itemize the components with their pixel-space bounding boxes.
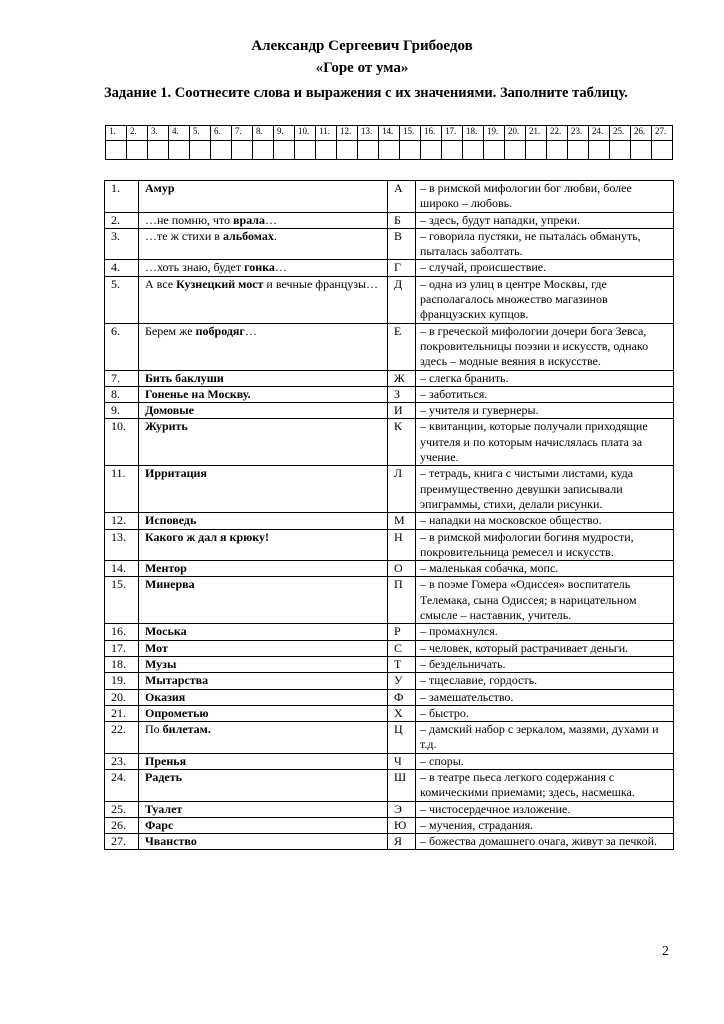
- term-bold-part: Ирритация: [145, 466, 207, 481]
- term-cell: [139, 656, 388, 672]
- answer-grid-number-cell: 4.: [169, 126, 190, 141]
- term-cell: [139, 181, 388, 213]
- answer-grid-input-cell[interactable]: [484, 141, 505, 160]
- answer-grid-number-cell: 17.: [442, 126, 463, 141]
- term-cell: [139, 260, 388, 276]
- answer-grid-input-cell[interactable]: [652, 141, 673, 160]
- answer-grid-input-cell[interactable]: [211, 141, 232, 160]
- answer-grid-number-cell: 22.: [547, 126, 568, 141]
- row-number: 21.: [105, 705, 139, 721]
- meaning-letter: В: [388, 228, 416, 260]
- table-row: [105, 276, 674, 323]
- meaning-letter: Я: [388, 834, 416, 850]
- answer-grid-number-cell: 19.: [484, 126, 505, 141]
- row-number: 11.: [105, 466, 139, 513]
- term-cell: [139, 228, 388, 260]
- row-number: 22.: [105, 722, 139, 754]
- meaning-letter: Д: [388, 276, 416, 323]
- answer-grid-input-cell[interactable]: [526, 141, 547, 160]
- answer-grid-number-cell: 2.: [127, 126, 148, 141]
- answer-grid-number-cell: 12.: [337, 126, 358, 141]
- meaning-cell: – дамский набор с зеркалом, мазями, духами и т.д.: [416, 722, 674, 754]
- answer-grid-input-cell[interactable]: [463, 141, 484, 160]
- term-bold-part: Радеть: [145, 769, 182, 784]
- answer-grid-number-cell: 26.: [631, 126, 652, 141]
- meaning-cell: – здесь, будут нападки, упреки.: [416, 212, 674, 228]
- row-number: 17.: [105, 640, 139, 656]
- answer-grid-input-cell[interactable]: [505, 141, 526, 160]
- meaning-letter: Ц: [388, 722, 416, 754]
- answer-grid-number-cell: 10.: [295, 126, 316, 141]
- meaning-letter: Ч: [388, 753, 416, 769]
- meaning-cell: – быстро.: [416, 705, 674, 721]
- row-number: 19.: [105, 673, 139, 689]
- table-row: [105, 181, 674, 213]
- meaning-cell: – замешательство.: [416, 689, 674, 705]
- meaning-cell: – одна из улиц в центре Москвы, где располагалось множество магазинов французских купцов.: [416, 276, 674, 323]
- meaning-letter: О: [388, 561, 416, 577]
- row-number: 14.: [105, 561, 139, 577]
- term-cell: [139, 529, 388, 561]
- term-bold-part: Ментор: [145, 561, 187, 576]
- meaning-letter: Т: [388, 656, 416, 672]
- table-row: [105, 656, 674, 672]
- row-number: 3.: [105, 228, 139, 260]
- term-text-part: и вечные французы…: [263, 276, 379, 291]
- term-bold-part: Музы: [145, 656, 177, 671]
- term-cell: [139, 640, 388, 656]
- term-bold-part: Амур: [145, 181, 175, 195]
- term-text-part: …: [244, 323, 257, 338]
- row-number: 6.: [105, 323, 139, 370]
- answer-grid-number-cell: 15.: [400, 126, 421, 141]
- table-row: [105, 228, 674, 260]
- row-number: 24.: [105, 769, 139, 801]
- meaning-cell: – чистосердечное изложение.: [416, 801, 674, 817]
- row-number: 12.: [105, 513, 139, 529]
- answer-grid-input-cell[interactable]: [169, 141, 190, 160]
- meaning-cell: – тетрадь, книга с чистыми листами, куда преимущественно девушки записывали эпиграммы, стихи, делали рисунки.: [416, 466, 674, 513]
- meaning-cell: – в греческой мифологии дочери бога Зевса, покровительницы поэзии и искусств, однако здесь – модные веяния в искусстве.: [416, 323, 674, 370]
- row-number: 26.: [105, 817, 139, 833]
- answer-grid-number-cell: 6.: [211, 126, 232, 141]
- term-bold-part: Мот: [145, 640, 168, 655]
- term-cell: [139, 276, 388, 323]
- term-bold-part: Туалет: [145, 801, 183, 816]
- term-cell: [139, 753, 388, 769]
- meaning-cell: – говорила пустяки, не пыталась обмануть, пыталась заболтать.: [416, 228, 674, 260]
- meaning-cell: – человек, который растрачивает деньги.: [416, 640, 674, 656]
- term-bold-part: гонка: [244, 260, 275, 275]
- table-row: [105, 769, 674, 801]
- meaning-letter: Х: [388, 705, 416, 721]
- answer-grid-input-cell[interactable]: [568, 141, 589, 160]
- answer-grid-number-cell: 16.: [421, 126, 442, 141]
- term-text-part: .: [273, 228, 277, 243]
- meaning-letter: У: [388, 673, 416, 689]
- answer-grid-input-cell[interactable]: [295, 141, 316, 160]
- meaning-letter: Л: [388, 466, 416, 513]
- table-row: [105, 419, 674, 466]
- meaning-cell: – споры.: [416, 753, 674, 769]
- answer-grid-number-cell: 5.: [190, 126, 211, 141]
- row-number: 20.: [105, 689, 139, 705]
- meaning-cell: – маленькая собачка, мопс.: [416, 561, 674, 577]
- row-number: 25.: [105, 801, 139, 817]
- answer-grid-input-cell[interactable]: [442, 141, 463, 160]
- term-bold-part: врала: [233, 212, 266, 227]
- term-bold-part: Исповедь: [145, 513, 197, 528]
- matching-table: [104, 180, 674, 850]
- meaning-cell: – учителя и гувернеры.: [416, 403, 674, 419]
- answer-grid-number-cell: 3.: [148, 126, 169, 141]
- term-bold-part: Фарс: [145, 817, 174, 832]
- row-number: 7.: [105, 370, 139, 386]
- meaning-cell: – тщеславие, гордость.: [416, 673, 674, 689]
- answer-grid-number-cell: 25.: [610, 126, 631, 141]
- table-row: [105, 466, 674, 513]
- term-cell: [139, 673, 388, 689]
- term-cell: [139, 403, 388, 419]
- table-row: [105, 561, 674, 577]
- term-bold-part: Чванство: [145, 834, 197, 849]
- task-instruction: Задание 1. Соотнесите слова и выражения с их значениями. Заполните таблицу.: [104, 85, 628, 101]
- term-bold-part: Оказия: [145, 689, 186, 704]
- term-cell: [139, 722, 388, 754]
- meaning-cell: – в поэме Гомера «Одиссея» воспитатель Телемака, сына Одиссея; в нарицательном смысле – наставник, учитель.: [416, 577, 674, 624]
- term-text-part: А все: [145, 276, 177, 291]
- meaning-letter: Э: [388, 801, 416, 817]
- meaning-cell: – нападки на московское общество.: [416, 513, 674, 529]
- term-text-part: …хоть знаю, будет: [145, 260, 245, 275]
- answer-grid-input-cell[interactable]: [547, 141, 568, 160]
- term-cell: [139, 419, 388, 466]
- answer-grid-number-cell: 24.: [589, 126, 610, 141]
- table-row: [105, 529, 674, 561]
- term-bold-part: Моська: [145, 624, 187, 639]
- table-row: [105, 640, 674, 656]
- meaning-letter: С: [388, 640, 416, 656]
- row-number: 2.: [105, 212, 139, 228]
- meaning-cell: – бездельничать.: [416, 656, 674, 672]
- term-bold-part: Пренья: [145, 753, 187, 768]
- author-heading: Александр Сергеевич Грибоедов: [251, 38, 473, 54]
- answer-grid-number-cell: 27.: [652, 126, 673, 141]
- term-cell: [139, 561, 388, 577]
- meaning-letter: Е: [388, 323, 416, 370]
- meaning-letter: Ф: [388, 689, 416, 705]
- term-cell: [139, 466, 388, 513]
- work-title: «Горе от ума»: [315, 60, 409, 76]
- term-bold-part: Журить: [145, 419, 188, 434]
- meaning-cell: – слегка бранить.: [416, 370, 674, 386]
- answer-grid-number-cell: 11.: [316, 126, 337, 141]
- term-bold-part: Домовые: [145, 403, 194, 418]
- meaning-letter: К: [388, 419, 416, 466]
- row-number: 15.: [105, 577, 139, 624]
- answer-grid-input-cell[interactable]: [127, 141, 148, 160]
- row-number: 4.: [105, 260, 139, 276]
- meaning-cell: – квитанции, которые получали приходящие учителя и по которым начислялась плата за учение.: [416, 419, 674, 466]
- term-cell: [139, 513, 388, 529]
- row-number: 18.: [105, 656, 139, 672]
- table-row: [105, 323, 674, 370]
- answer-grid-input-cell[interactable]: [337, 141, 358, 160]
- meaning-letter: Р: [388, 624, 416, 640]
- page-number: 2: [662, 944, 669, 959]
- meaning-letter: Б: [388, 212, 416, 228]
- meaning-cell: – в театре пьеса легкого содержания с комическими приемами; здесь, насмешка.: [416, 769, 674, 801]
- meaning-letter: П: [388, 577, 416, 624]
- answer-grid-number-cell: 21.: [526, 126, 547, 141]
- term-cell: [139, 370, 388, 386]
- term-bold-part: Какого ж дал я крюку!: [145, 529, 270, 544]
- term-cell: [139, 323, 388, 370]
- answer-grid-input-cell[interactable]: [232, 141, 253, 160]
- term-bold-part: билетам.: [162, 722, 211, 737]
- table-row: [105, 834, 674, 850]
- row-number: 9.: [105, 403, 139, 419]
- answer-grid-input-cell[interactable]: [253, 141, 274, 160]
- table-row: [105, 212, 674, 228]
- row-number: 10.: [105, 419, 139, 466]
- table-row: [105, 722, 674, 754]
- table-row: [105, 370, 674, 386]
- term-cell: [139, 212, 388, 228]
- answer-grid-input-cell[interactable]: [358, 141, 379, 160]
- answer-grid-input-cell[interactable]: [106, 141, 127, 160]
- term-text-part: …: [265, 212, 278, 227]
- term-bold-part: Кузнецкий мост: [176, 276, 264, 291]
- answer-grid-number-cell: 18.: [463, 126, 484, 141]
- meaning-letter: Г: [388, 260, 416, 276]
- answer-grid-input-cell[interactable]: [379, 141, 400, 160]
- answer-grid-number-cell: 20.: [505, 126, 526, 141]
- term-bold-part: Гоненье на Москву.: [145, 386, 251, 401]
- meaning-cell: – промахнулся.: [416, 624, 674, 640]
- row-number: 13.: [105, 529, 139, 561]
- term-cell: [139, 577, 388, 624]
- answer-grid-input-cell[interactable]: [316, 141, 337, 160]
- meaning-cell: – божества домашнего очага, живут за печкой.: [416, 834, 674, 850]
- term-bold-part: Мытарства: [145, 673, 209, 688]
- term-bold-part: побродяг: [195, 323, 245, 338]
- meaning-cell: – заботиться.: [416, 386, 674, 402]
- meaning-letter: А: [388, 181, 416, 213]
- term-text-part: По: [145, 722, 163, 737]
- meaning-letter: И: [388, 403, 416, 419]
- meaning-cell: – в римской мифологии бог любви, более широко – любовь.: [416, 181, 674, 213]
- answer-grid-number-cell: 7.: [232, 126, 253, 141]
- answer-grid-input-cell[interactable]: [631, 141, 652, 160]
- term-cell: [139, 705, 388, 721]
- answer-grid-input-cell[interactable]: [274, 141, 295, 160]
- answer-grid-answer-row: [106, 141, 673, 160]
- term-cell: [139, 769, 388, 801]
- term-bold-part: Опрометью: [145, 705, 209, 720]
- table-row: [105, 689, 674, 705]
- answer-grid-input-cell[interactable]: [589, 141, 610, 160]
- answer-grid-number-cell: 1.: [106, 126, 127, 141]
- term-text-part: …те ж стихи в: [145, 228, 223, 243]
- term-text-part: …: [274, 260, 287, 275]
- answer-grid-number-cell: 9.: [274, 126, 295, 141]
- table-row: [105, 801, 674, 817]
- table-row: [105, 624, 674, 640]
- term-bold-part: Бить баклуши: [145, 370, 224, 385]
- table-row: [105, 403, 674, 419]
- table-row: [105, 673, 674, 689]
- meaning-cell: – случай, происшествие.: [416, 260, 674, 276]
- answer-grid-number-cell: 23.: [568, 126, 589, 141]
- term-text-part: …не помню, что: [145, 212, 234, 227]
- answer-grid-input-cell[interactable]: [610, 141, 631, 160]
- table-row: [105, 513, 674, 529]
- term-bold-part: альбомах: [222, 228, 274, 243]
- answer-grid-number-cell: 14.: [379, 126, 400, 141]
- answer-grid-input-cell[interactable]: [400, 141, 421, 160]
- table-row: [105, 753, 674, 769]
- table-row: [105, 386, 674, 402]
- answer-grid: [105, 125, 673, 160]
- term-cell: [139, 624, 388, 640]
- term-cell: [139, 834, 388, 850]
- answer-grid-input-cell[interactable]: [148, 141, 169, 160]
- meaning-cell: – в римской мифологии богиня мудрости, покровительница ремесел и искусств.: [416, 529, 674, 561]
- term-bold-part: Минерва: [145, 577, 195, 592]
- term-cell: [139, 801, 388, 817]
- term-cell: [139, 817, 388, 833]
- table-row: [105, 705, 674, 721]
- answer-grid-number-cell: 8.: [253, 126, 274, 141]
- row-number: 16.: [105, 624, 139, 640]
- answer-grid-number-row: [106, 126, 673, 141]
- answer-grid-input-cell[interactable]: [421, 141, 442, 160]
- meaning-letter: М: [388, 513, 416, 529]
- meaning-letter: Ю: [388, 817, 416, 833]
- meaning-letter: З: [388, 386, 416, 402]
- meaning-letter: Ш: [388, 769, 416, 801]
- term-cell: [139, 386, 388, 402]
- table-row: [105, 260, 674, 276]
- row-number: 27.: [105, 834, 139, 850]
- meaning-letter: Ж: [388, 370, 416, 386]
- table-row: [105, 577, 674, 624]
- meaning-letter: Н: [388, 529, 416, 561]
- row-number: 23.: [105, 753, 139, 769]
- answer-grid-number-cell: 13.: [358, 126, 379, 141]
- term-text-part: Берем же: [145, 323, 196, 338]
- row-number: 1.: [105, 181, 139, 213]
- answer-grid-input-cell[interactable]: [190, 141, 211, 160]
- row-number: 5.: [105, 276, 139, 323]
- meaning-cell: – мучения, страдания.: [416, 817, 674, 833]
- row-number: 8.: [105, 386, 139, 402]
- table-row: [105, 817, 674, 833]
- term-cell: [139, 689, 388, 705]
